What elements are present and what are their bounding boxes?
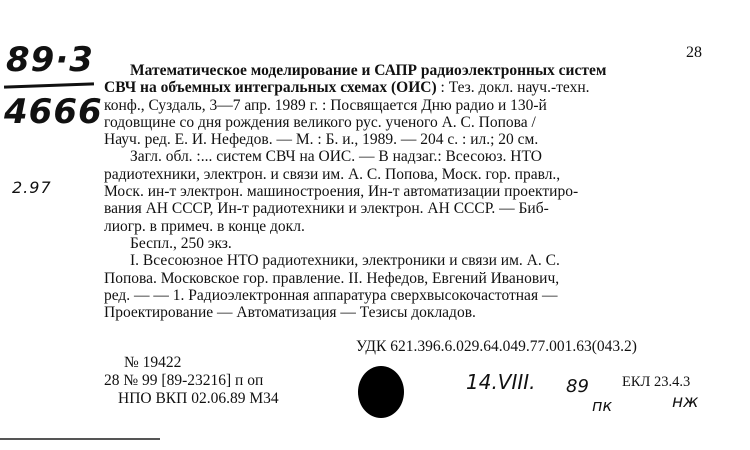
entry-line-7: радиотехники, электрон. и связи им. А. С. Попова, Моск. гор. правл., xyxy=(104,165,561,183)
handwritten-mark: пк xyxy=(592,396,613,415)
entry-title-line-2: СВЧ на объемных интегральных схемах (ОИС) xyxy=(104,79,437,97)
entry-line-11: Беспл., 250 экз. xyxy=(130,234,232,252)
entry-line-4: годовщине со дня рождения великого рус. ученого А. С. Попова / xyxy=(104,113,536,131)
entry-line-3: конф., Суздаль, 3—7 апр. 1989 г. : Посвящается Дню радио и 130-й xyxy=(104,96,547,114)
card-edge-line xyxy=(0,438,160,440)
page-number: 28 xyxy=(686,44,702,61)
entry-line-12: I. Всесоюзное НТО радиотехники, электроники и связи им. А. С. xyxy=(130,252,560,270)
punch-hole xyxy=(358,366,404,418)
entry-line-6: Загл. обл. :... систем СВЧ на ОИС. — В надзаг.: Всесоюз. НТО xyxy=(130,148,542,166)
entry-line-2 xyxy=(104,79,712,96)
entry-title-line-1: Математическое моделирование и САПР радиоэлектронных систем xyxy=(130,62,607,79)
entry-line-5: Науч. ред. Е. И. Нефедов. — М. : Б. и., 1989. — 204 с. : ил.; 20 см. xyxy=(104,131,539,149)
entry-line-2-rest: : Тез. докл. науч.-техн. xyxy=(440,79,590,97)
entry-line-15: Проектирование — Автоматизация — Тезисы докладов. xyxy=(104,304,476,322)
entry-line-13: Попова. Московское гор. правление. II. Нефедов, Евгений Иванович, xyxy=(104,269,560,287)
handwritten-year-stamp: 89 xyxy=(566,376,589,397)
ekl-classification: ЕКЛ 23.4.3 xyxy=(622,374,691,390)
record-number: № 19422 xyxy=(124,354,182,371)
handwritten-shelf-mark-bottom: 4666 xyxy=(4,92,103,132)
handwritten-shelf-mark-top: 89·3 xyxy=(6,40,94,80)
udk-classification: УДК 621.396.6.029.64.049.77.001.63(043.2) xyxy=(356,338,637,355)
handwritten-divider xyxy=(4,82,94,88)
bibliographic-entry xyxy=(104,62,712,321)
handwritten-note: 2.97 xyxy=(12,178,52,197)
card-registry-line: 28 № 99 [89-23216] п оп xyxy=(104,372,264,389)
handwritten-date-stamp: 14.VIII. xyxy=(466,370,536,394)
entry-line-14: ред. — — 1. Радиоэлектронная аппаратура сверхвысокочастотная — xyxy=(104,286,558,304)
npo-imprint: НПО ВКП 02.06.89 М34 xyxy=(118,390,279,407)
entry-line-10: лиогр. в примеч. в конце докл. xyxy=(104,217,305,235)
handwritten-initials: нж xyxy=(672,392,699,412)
entry-line-8: Моск. ин-т электрон. машиностроения, Ин-т автоматизации проектиро- xyxy=(104,183,579,201)
entry-line-9: вания АН СССР, Ин-т радиотехники и электрон. АН СССР. — Биб- xyxy=(104,200,549,218)
